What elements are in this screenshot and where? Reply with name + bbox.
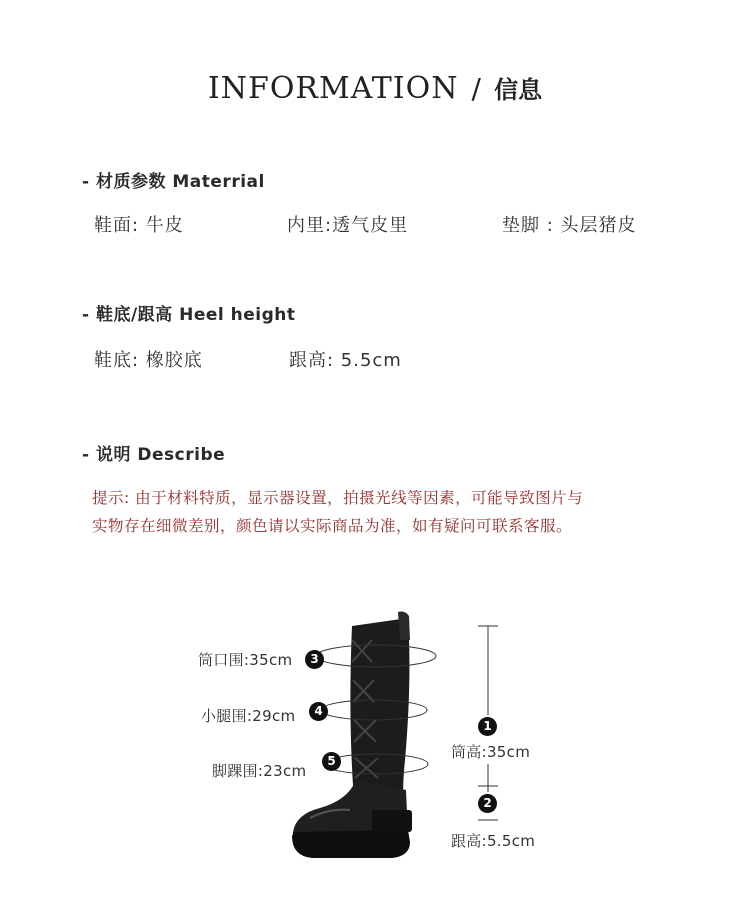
material-upper: 鞋面: 牛皮	[94, 215, 184, 236]
label-heel-height: 跟高:5.5cm	[451, 832, 536, 850]
label-opening: 筒口围:35cm	[198, 651, 293, 669]
boot-sole	[292, 830, 410, 858]
material-insole: 垫脚 : 头层猪皮	[502, 215, 637, 236]
title-separator: /	[471, 72, 481, 105]
boot-pull-tab	[398, 612, 410, 641]
describe-heading: - 说明 Describe	[82, 445, 226, 465]
title-english: INFORMATION	[207, 71, 459, 106]
title-chinese: 信息	[494, 76, 543, 104]
describe-line-1: 提示: 由于材料特质，显示器设置，拍摄光线等因素，可能导致图片与	[92, 489, 584, 507]
badge-3: 3	[305, 650, 324, 669]
label-shaft-height: 筒高:35cm	[451, 743, 531, 761]
badge-2: 2	[478, 794, 497, 813]
describe-line-2: 实物存在细微差别，颜色请以实际商品为准，如有疑问可联系客服。	[92, 517, 573, 535]
material-lining: 内里:透气皮里	[287, 215, 409, 236]
heel-sole: 鞋底: 橡胶底	[94, 350, 203, 371]
badge-1: 1	[478, 717, 497, 736]
label-ankle: 脚踝围:23cm	[212, 762, 307, 780]
material-heading: - 材质参数 Materrial	[82, 172, 265, 192]
boot-heel	[372, 810, 412, 832]
heel-heading: - 鞋底/跟高 Heel height	[82, 305, 296, 325]
label-calf: 小腿围:29cm	[201, 707, 296, 725]
heel-height: 跟高: 5.5cm	[289, 350, 402, 371]
badge-5: 5	[322, 752, 341, 771]
badge-4: 4	[309, 702, 328, 721]
